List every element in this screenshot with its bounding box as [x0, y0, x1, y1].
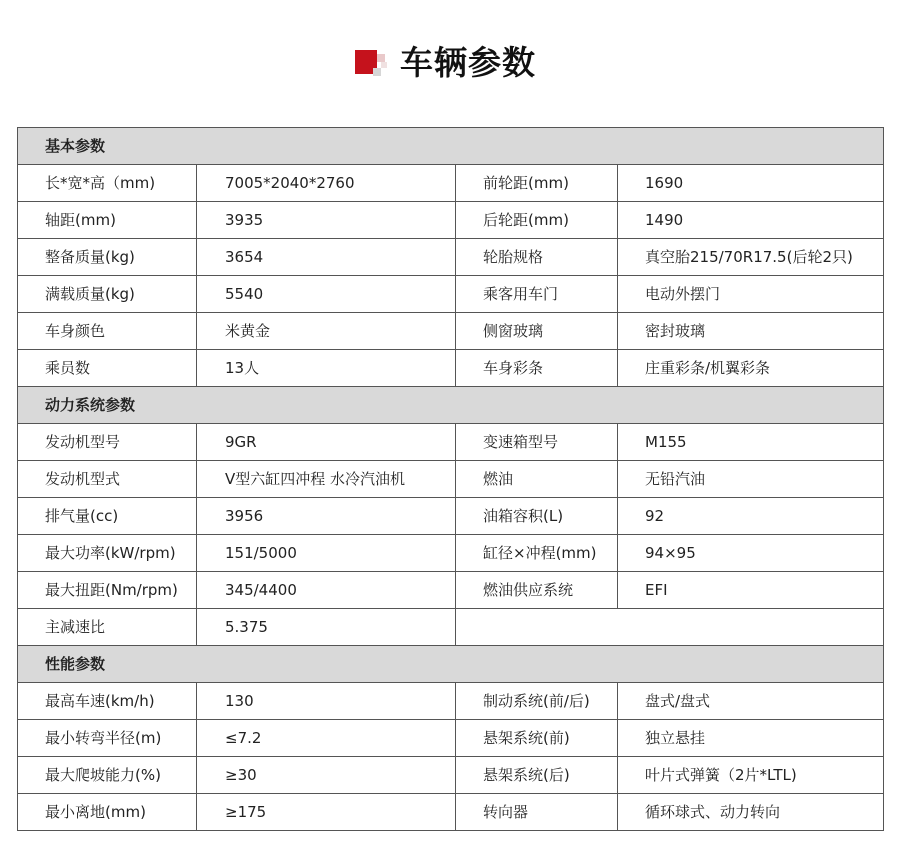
section-title: 性能参数 — [18, 646, 884, 683]
page-title: 车辆参数 — [400, 43, 536, 82]
table-row — [18, 794, 884, 831]
param-label: 燃油 — [456, 461, 618, 498]
param-label: 缸径×冲程(mm) — [456, 535, 618, 572]
section-header-power — [18, 387, 884, 424]
param-label: 发动机型式 — [18, 461, 197, 498]
spec-table — [17, 127, 884, 831]
table-row — [18, 757, 884, 794]
param-label: 发动机型号 — [18, 424, 197, 461]
param-label: 轮胎规格 — [456, 239, 618, 276]
param-value: 3654 — [197, 239, 456, 276]
table-row — [18, 350, 884, 387]
param-value: 1690 — [618, 165, 884, 202]
param-label: 长*宽*高（mm) — [18, 165, 197, 202]
param-value: 9GR — [197, 424, 456, 461]
param-value: 5.375 — [197, 609, 456, 646]
param-label: 侧窗玻璃 — [456, 313, 618, 350]
table-row — [18, 535, 884, 572]
param-label: 悬架系统(后) — [456, 757, 618, 794]
param-label: 车身颜色 — [18, 313, 197, 350]
table-row — [18, 239, 884, 276]
param-value: 叶片式弹簧（2片*LTL) — [618, 757, 884, 794]
param-label: 前轮距(mm) — [456, 165, 618, 202]
table-row — [18, 572, 884, 609]
table-row — [18, 720, 884, 757]
param-label: 变速箱型号 — [456, 424, 618, 461]
param-label: 最大爬坡能力(%) — [18, 757, 197, 794]
section-title: 动力系统参数 — [18, 387, 884, 424]
param-label: 主减速比 — [18, 609, 197, 646]
param-value: ≥175 — [197, 794, 456, 831]
table-row — [18, 609, 884, 646]
param-value: ≥30 — [197, 757, 456, 794]
section-header-performance — [18, 646, 884, 683]
param-value: 电动外摆门 — [618, 276, 884, 313]
table-row — [18, 461, 884, 498]
param-label: 最高车速(km/h) — [18, 683, 197, 720]
param-label: 后轮距(mm) — [456, 202, 618, 239]
param-label: 乘员数 — [18, 350, 197, 387]
param-value: 米黄金 — [197, 313, 456, 350]
param-value: 92 — [618, 498, 884, 535]
param-value: 7005*2040*2760 — [197, 165, 456, 202]
title-square-icon — [355, 50, 391, 80]
param-value: 151/5000 — [197, 535, 456, 572]
section-title: 基本参数 — [18, 128, 884, 165]
param-label: 满载质量(kg) — [18, 276, 197, 313]
param-value: EFI — [618, 572, 884, 609]
param-value: 94×95 — [618, 535, 884, 572]
table-row — [18, 498, 884, 535]
param-label: 转向器 — [456, 794, 618, 831]
param-label: 排气量(cc) — [18, 498, 197, 535]
param-label: 悬架系统(前) — [456, 720, 618, 757]
param-value: 345/4400 — [197, 572, 456, 609]
table-row — [18, 424, 884, 461]
param-label: 最大功率(kW/rpm) — [18, 535, 197, 572]
param-label: 最小转弯半径(m) — [18, 720, 197, 757]
param-value: 无铅汽油 — [618, 461, 884, 498]
param-value: 循环球式、动力转向 — [618, 794, 884, 831]
table-row — [18, 313, 884, 350]
param-value: V型六缸四冲程 水冷汽油机 — [197, 461, 456, 498]
param-value: 独立悬挂 — [618, 720, 884, 757]
table-row — [18, 202, 884, 239]
empty-cell — [456, 609, 884, 646]
param-label: 油箱容积(L) — [456, 498, 618, 535]
table-row — [18, 165, 884, 202]
param-label: 制动系统(前/后) — [456, 683, 618, 720]
param-label: 最大扭距(Nm/rpm) — [18, 572, 197, 609]
param-label: 乘客用车门 — [456, 276, 618, 313]
param-value: 1490 — [618, 202, 884, 239]
param-value: 130 — [197, 683, 456, 720]
param-value: 13人 — [197, 350, 456, 387]
param-label: 车身彩条 — [456, 350, 618, 387]
param-label: 轴距(mm) — [18, 202, 197, 239]
section-header-basic — [18, 128, 884, 165]
param-value: 3956 — [197, 498, 456, 535]
param-value: ≤7.2 — [197, 720, 456, 757]
param-value: 5540 — [197, 276, 456, 313]
param-label: 燃油供应系统 — [456, 572, 618, 609]
table-row — [18, 276, 884, 313]
param-value: 盘式/盘式 — [618, 683, 884, 720]
param-value: 真空胎215/70R17.5(后轮2只) — [618, 239, 884, 276]
param-value: 密封玻璃 — [618, 313, 884, 350]
param-value: M155 — [618, 424, 884, 461]
table-row — [18, 683, 884, 720]
param-label: 最小离地(mm) — [18, 794, 197, 831]
param-value: 3935 — [197, 202, 456, 239]
param-label: 整备质量(kg) — [18, 239, 197, 276]
page-header — [0, 40, 900, 90]
param-value: 庄重彩条/机翼彩条 — [618, 350, 884, 387]
